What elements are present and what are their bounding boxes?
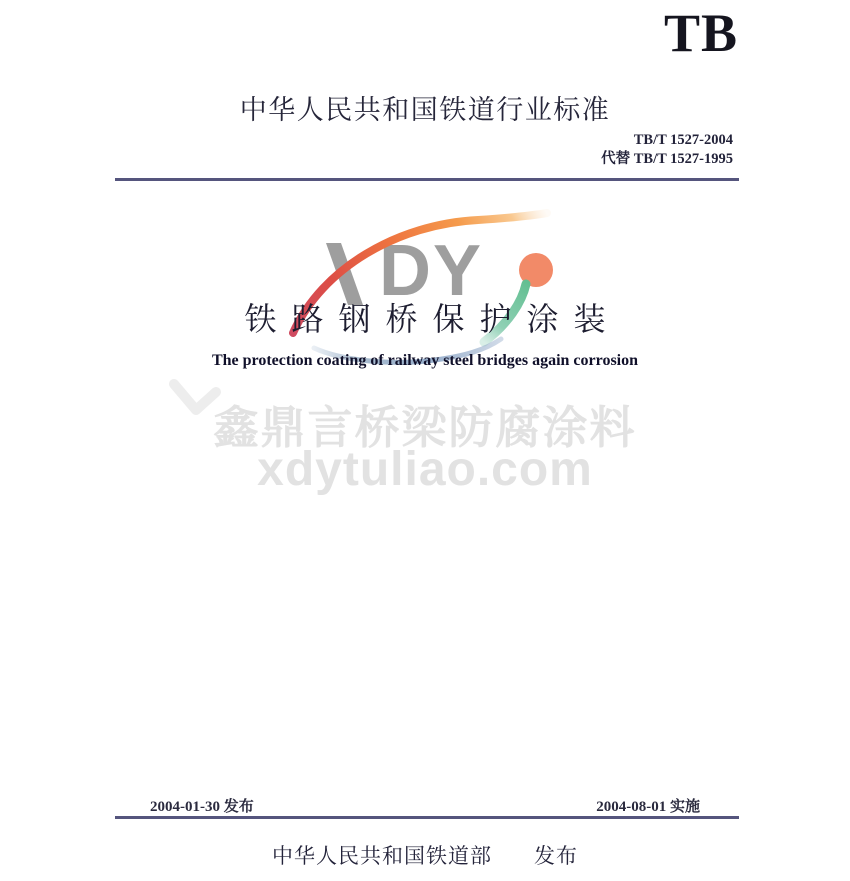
- replaced-standard-note: 代替 TB/T 1527-1995: [601, 151, 733, 167]
- bottom-rule-line: [115, 816, 739, 819]
- standard-number: TB/T 1527-2004: [633, 132, 733, 148]
- publisher-name: 中华人民共和国铁道部: [272, 844, 492, 868]
- standard-numbers: [601, 131, 733, 169]
- issue-label: 发布: [223, 799, 254, 815]
- implement-label: 实施: [669, 799, 700, 815]
- document-title-cn: 铁路钢桥保护涂装: [244, 301, 621, 337]
- document-title-en: The protection coating of railway steel bridges again corrosion: [211, 352, 639, 369]
- implement-date-group: [596, 795, 700, 816]
- issue-date-group: [150, 795, 254, 816]
- top-rule-line: [115, 178, 739, 181]
- implement-date: 2004-08-01: [596, 799, 667, 815]
- watermark-text-cn: 鑫鼎言桥梁防腐涂料: [213, 402, 637, 453]
- standard-category-code: TB: [663, 3, 738, 63]
- publisher-row: [0, 840, 850, 870]
- publisher-action-label: 发布: [534, 844, 578, 868]
- issue-date: 2004-01-30: [150, 799, 220, 815]
- logo-letters: DY: [379, 231, 484, 311]
- watermark-website: xdytuliao.com: [257, 443, 593, 496]
- header-title: 中华人民共和国铁道行业标准: [239, 95, 611, 125]
